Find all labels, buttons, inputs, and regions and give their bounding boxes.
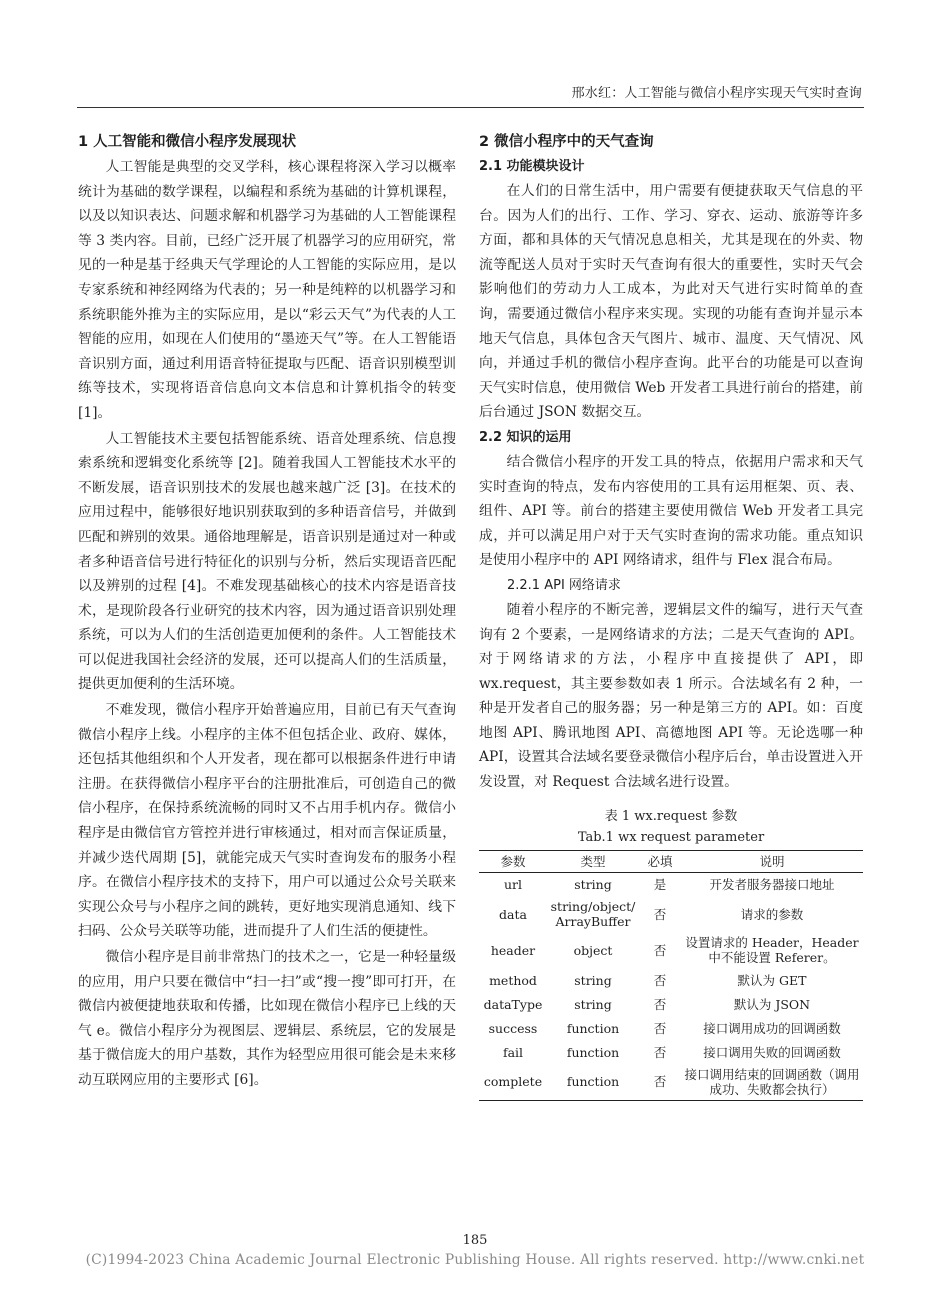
- param-cell: url: [503, 876, 523, 892]
- description-cell: 设置请求的 Header，Header 中不能设置 Referer。: [685, 935, 859, 966]
- description-cell: 请求的参数: [740, 906, 804, 922]
- description-cell: 接口调用结束的回调函数（调用成功、失败都会执行）: [684, 1066, 860, 1097]
- description-cell: 开发者服务器接口地址: [709, 876, 835, 892]
- required-cell: 否: [653, 1020, 667, 1036]
- required-cell: 否: [653, 996, 667, 1012]
- body-paragraph: 随着小程序的不断完善，逻辑层文件的编写，进行天气查询有 2 个要素，一是网络请求的方法；二是天气查询的 API。对于网络请求的方法，小程序中直接提供了 API，即 wx.request，其主要参数如表 1 所示。合法域名有 2 种，一种是开发者自己的服务器；另一种是第三方的 API。如：百度地图 API、腾讯地图 API、高德地图 API 等。无论选哪一种 API，设置其合法域名要登录微信小程序后台，单击设置进入开发设置，对 Request 合法域名进行设置。: [479, 601, 863, 791]
- subsection-2-1-title: 2.1 功能模块设计: [479, 159, 585, 174]
- description-cell: 接口调用失败的回调函数: [703, 1044, 841, 1060]
- body-paragraph: 人工智能是典型的交叉学科，核心课程将深入学习以概率统计为基础的数学课程，以编程和系统为基础的计算机课程，以及以知识表达、问题求解和机器学习为基础的人工智能课程等 3 类内容。目前，已经广泛开展了机器学习的应用研究，常见的一种是基于经典天气学理论的人工智能的实际应用，是以专家系统和神经网络为代表的；另一种是纯粹的以机器学习和系统职能外推为主的实际应用，是以“彩云天气”为代表的人工智能的应用，如现在人们使用的“墨迹天气”等。在人工智能语音识别方面，通过利用语音特征提取与匹配、语音识别模型训练等技术，实现将语音信息向文本信息和计算机指令的转变 [1]。: [78, 159, 456, 421]
- body-paragraph: 微信小程序是目前非常热门的技术之一，它是一种轻量级的应用，用户只要在微信中“扫一扫”或“搜一搜”即可打开，在微信内被便捷地获取和传播，比如现在微信小程序已上线的天气 e。微信小程序分为视图层、逻辑层、系统层，它的发展是基于微信庞大的用户基数，其作为轻型应用很可能会是未来移动互联网应用的主要形式 [6]。: [78, 949, 456, 1088]
- param-cell: complete: [483, 1074, 543, 1090]
- table-row: [479, 1040, 863, 1064]
- table-row: [479, 992, 863, 1016]
- header-rule: [77, 107, 864, 108]
- description-cell: 默认为 GET: [737, 972, 807, 988]
- required-cell: 否: [653, 972, 667, 988]
- table-row: [479, 932, 863, 968]
- left-column: [78, 130, 456, 1094]
- required-cell: 否: [653, 1044, 667, 1060]
- type-cell: function: [566, 1020, 620, 1036]
- header-cell-required: 必填: [639, 850, 681, 872]
- body-paragraph: 不难发现，微信小程序开始普遍应用，目前已有天气查询微信小程序上线。小程序的主体不但包括企业、政府、媒体，还包括其他组织和个人开发者，现在都可以根据条件进行申请注册。在获得微信小程序平台的注册批准后，可创造自己的微信小程序，在保持系统流畅的同时又不占用手机内存。微信小程序是由微信官方管控并进行审核通过，相对而言保证质量，并减少迭代周期 [5]，就能完成天气实时查询发布的服务小程序。在微信小程序技术的支持下，用户可以通过公众号关联来实现公众号与小程序之间的跳转，更好地实现消息通知、线下扫码、公众号关联等功能，进而提升了人们生活的便捷性。: [78, 702, 456, 940]
- body-paragraph: 人工智能技术主要包括智能系统、语音处理系统、信息搜索系统和逻辑变化系统等 [2]。随着我国人工智能技术水平的不断发展，语音识别技术的发展也越来越广泛 [3]。在技术的应用过程中，能够很好地识别获取到的多种语音信号，并做到匹配和辨别的效果。通俗地理解是，语音识别是通过对一种或者多种语音信号进行特征化的识别与分析，然后实现语音匹配以及辨别的过程 [4]。不难发现基础核心的技术内容是语音技术，是现阶段各行业研究的技术内容，因为通过语音识别处理系统，可以为人们的生活创造更加便利的条件。人工智能技术可以促进我国社会经济的发展，还可以提高人们的生活质量，提供更加便利的生活环境。: [78, 430, 456, 693]
- section-1-title: 1 人工智能和微信小程序发展现状: [78, 134, 297, 150]
- param-cell: header: [490, 942, 536, 958]
- body-paragraph: 在人们的日常生活中，用户需要有便捷获取天气信息的平台。因为人们的出行、工作、学习、穿衣、运动、旅游等许多方面，都和具体的天气情况息息相关，尤其是现在的外卖、物流等配送人员对于实时天气查询有很大的重要性，实时天气会影响他们的劳动力人工成本，为此对天气进行实时简单的查询，需要通过微信小程序来实现。实现的功能有查询并显示本地天气信息，具体包含天气图片、城市、温度、天气情况、风向，并通过手机的微信小程序查询。此平台的功能是可以查询天气实时信息，使用微信 Web 开发者工具进行前台的搭建，前后台通过 JSON 数据交互。: [479, 183, 863, 421]
- header-cell-description: 说明: [681, 850, 863, 872]
- required-cell: 否: [653, 942, 667, 958]
- wx-request-parameter-table: [479, 850, 863, 1101]
- type-cell: function: [566, 1074, 620, 1090]
- header-cell-type: 类型: [547, 850, 639, 872]
- body-paragraph: 结合微信小程序的开发工具的特点，依据用户需求和天气实时查询的特点，发布内容使用的工具有运用框架、页、表、组件、API 等。前台的搭建主要使用微信 Web 开发者工具完成，并可以满足用户对于天气实时查询的需求功能。重点知识是使用小程序中的 API 网络请求，组件与 Flex 混合布局。: [479, 453, 863, 569]
- header-cell-param: 参数: [479, 850, 547, 872]
- table-row: [479, 968, 863, 992]
- param-cell: method: [489, 972, 537, 988]
- page-number: 185: [462, 1233, 488, 1248]
- type-cell: object: [573, 942, 613, 958]
- param-cell: success: [488, 1020, 538, 1036]
- type-cell: string: [574, 876, 612, 892]
- type-cell: string: [574, 996, 612, 1012]
- section-2-title: 2 微信小程序中的天气查询: [479, 134, 654, 150]
- description-cell: 接口调用成功的回调函数: [703, 1020, 841, 1036]
- required-cell: 否: [653, 1074, 667, 1090]
- subsection-2-2-title: 2.2 知识的运用: [479, 429, 572, 445]
- table-row: [479, 872, 863, 896]
- table-caption-en: Tab.1 wx request parameter: [577, 829, 765, 845]
- right-column: [479, 130, 863, 1101]
- description-cell: 默认为 JSON: [733, 996, 811, 1012]
- required-cell: 否: [653, 906, 667, 922]
- table-caption-cn: 表 1 wx.request 参数: [604, 808, 738, 824]
- param-cell: fail: [502, 1044, 524, 1060]
- type-cell: function: [566, 1044, 620, 1060]
- running-head: 邢水红：人工智能与微信小程序实现天气实时查询: [571, 86, 862, 101]
- param-cell: data: [499, 906, 527, 922]
- required-cell: 是: [653, 876, 667, 892]
- type-cell: string/object/ ArrayBuffer: [550, 899, 636, 930]
- type-cell: string: [574, 972, 612, 988]
- copyright-notice: (C)1994-2023 China Academic Journal Electronic Publishing House. All rights reserved. http://www.cnki.net: [85, 1252, 865, 1268]
- subsection-2-2-1-title: 2.2.1 API 网络请求: [507, 577, 621, 593]
- table-row: [479, 1016, 863, 1040]
- table-row: [479, 1064, 863, 1100]
- table-row: [479, 896, 863, 932]
- param-cell: dataType: [483, 996, 543, 1012]
- table-header-row: [479, 850, 863, 872]
